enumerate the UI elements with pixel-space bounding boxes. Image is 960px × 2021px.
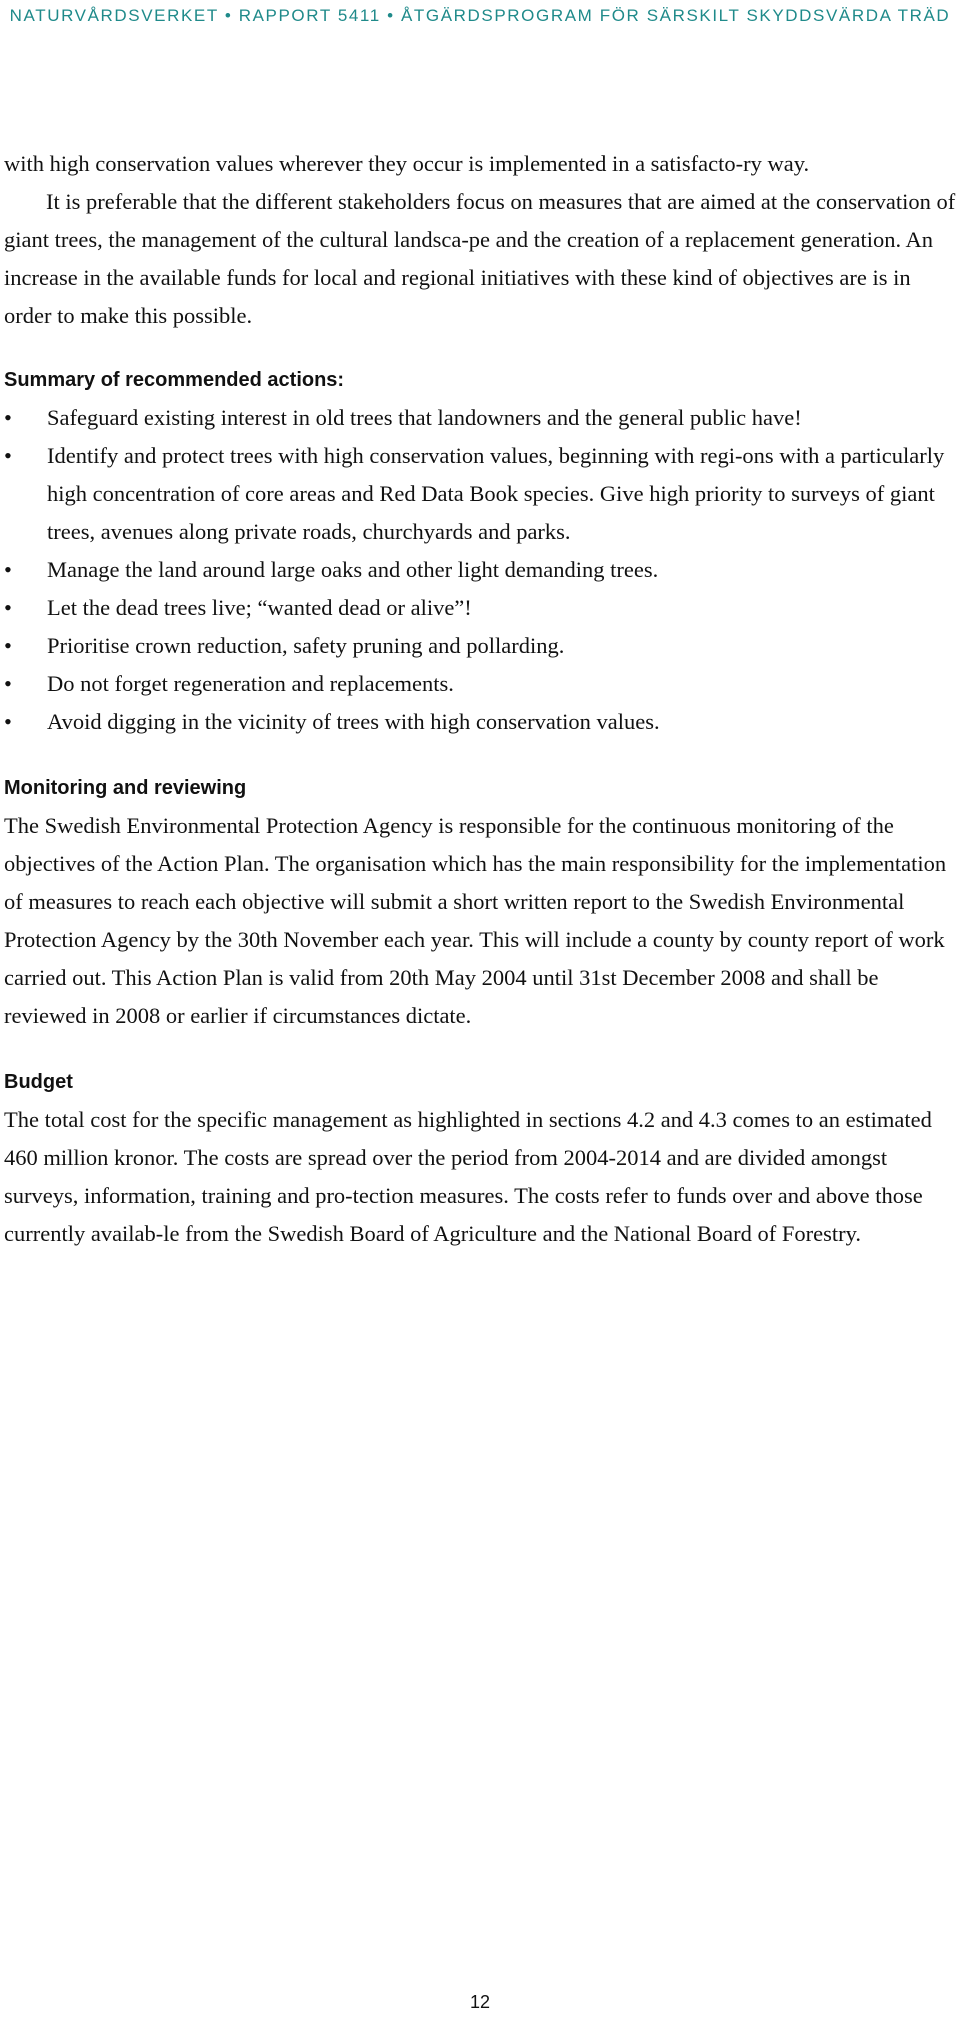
list-item-text: Let the dead trees live; “wanted dead or alive”! [47, 595, 472, 620]
list-item [4, 665, 956, 703]
list-item [4, 551, 956, 589]
running-header: NATURVÅRDSVERKET • RAPPORT 5411 • ÅTGÄRDSPROGRAM FÖR SÄRSKILT SKYDDSVÄRDA TRÄD [9, 6, 951, 25]
bullet-icon: • [4, 443, 12, 468]
recommended-actions-list [4, 399, 956, 741]
list-item [4, 399, 956, 437]
budget-heading: Budget [4, 1071, 73, 1093]
page-content [4, 145, 956, 1253]
page-number: 12 [469, 1992, 491, 2012]
list-item-text: Do not forget regeneration and replacements. [47, 671, 454, 696]
list-item-text: Safeguard existing interest in old trees that landowners and the general public have! [47, 405, 802, 430]
bullet-icon: • [4, 405, 12, 430]
bullet-icon: • [4, 557, 12, 582]
monitoring-paragraph: The Swedish Environmental Protection Agency is responsible for the continuous monitoring of the objectives of the Action Plan. The organisation which has the main responsibility for the implementation of measures to reach each objective will submit a short written report to the Swedish Environmental Protection Agency by the 30th November each year. This will include a county by county report of work carried out. This Action Plan is valid from 20th May 2004 until 31st December 2008 and shall be reviewed in 2008 or earlier if circumstances dictate. [4, 813, 947, 1028]
summary-heading: Summary of recommended actions: [4, 369, 345, 391]
intro-paragraph: It is preferable that the different stakeholders focus on measures that are aimed at the conservation of giant trees, the management of the cultural landsca-pe and the creation of a replacement generation. An increase in the available funds for local and regional initiatives with these kind of objectives are is in order to make this possible. [4, 189, 956, 328]
bullet-icon: • [4, 671, 12, 696]
list-item [4, 627, 956, 665]
list-item-text: Identify and protect trees with high conservation values, beginning with regi-ons with a particularly high concentration of core areas and Red Data Book species. Give high priority to surveys of giant trees, avenues along private roads, churchyards and parks. [47, 443, 945, 544]
bullet-icon: • [4, 709, 12, 734]
list-item [4, 589, 956, 627]
bullet-icon: • [4, 595, 12, 620]
list-item-text: Avoid digging in the vicinity of trees with high conservation values. [47, 709, 660, 734]
list-item [4, 703, 956, 741]
bullet-icon: • [4, 633, 12, 658]
monitoring-heading: Monitoring and reviewing [4, 777, 247, 799]
budget-paragraph: The total cost for the specific management as highlighted in sections 4.2 and 4.3 comes to an estimated 460 million kronor. The costs are spread over the period from 2004-2014 and are divided amongst surveys, information, training and pro-tection measures. The costs refer to funds over and above those currently availab-le from the Swedish Board of Agriculture and the National Board of Forestry. [4, 1107, 932, 1246]
list-item-text: Manage the land around large oaks and other light demanding trees. [47, 557, 659, 582]
list-item [4, 437, 956, 551]
list-item-text: Prioritise crown reduction, safety pruning and pollarding. [47, 633, 565, 658]
intro-continuation: with high conservation values wherever they occur is implemented in a satisfacto-ry way. [4, 151, 810, 176]
